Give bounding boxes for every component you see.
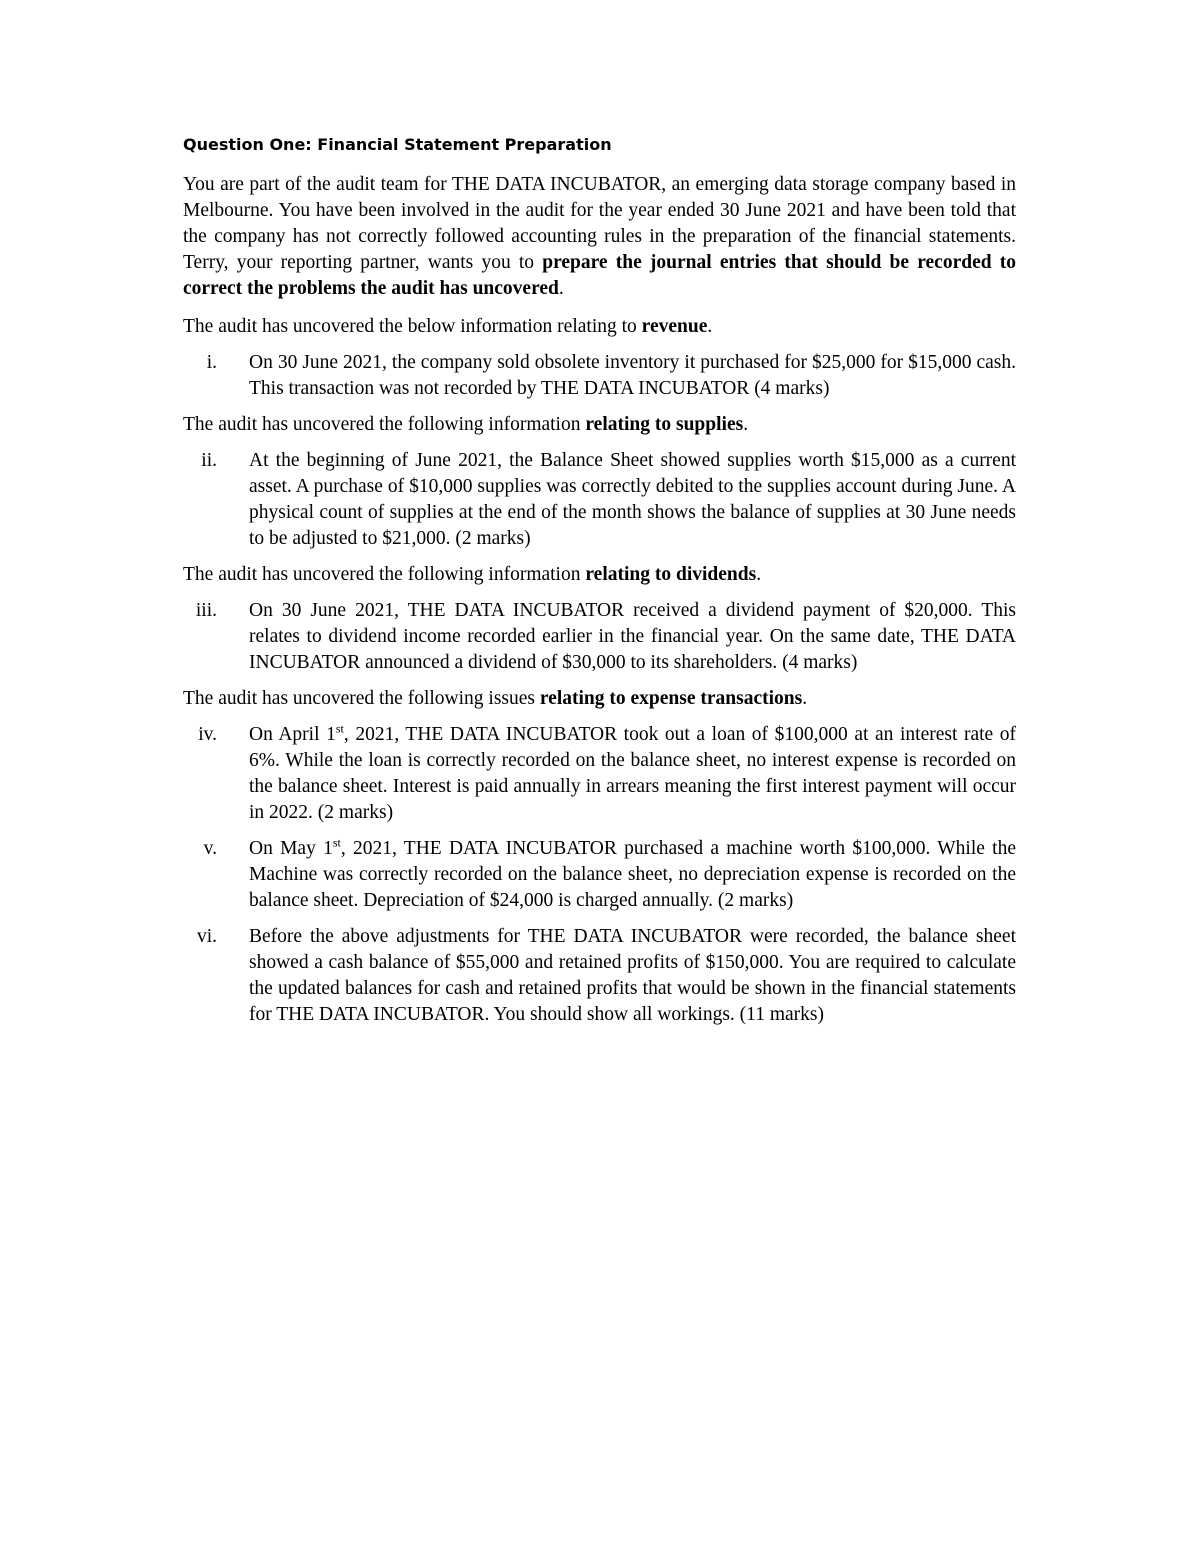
item-iv-text-rest: , 2021, THE DATA INCUBATOR took out a loan of $100,000 at an interest rate of 6%. While the loan is correctly recorded on the balance sheet, no interest expense is recorded on the balance sheet. Interest is paid annually in arrears meaning the first interest payment will occur in 2022. (2 marks) xyxy=(249,724,1017,823)
list-numeral: v. xyxy=(203,838,217,859)
ordinal-suffix: st xyxy=(335,721,344,736)
dividends-lead-bold: relating to dividends xyxy=(585,564,757,585)
intro-bold-text: prepare the journal entries that should be recorded to correct the problems the audit has uncovered xyxy=(183,252,1016,299)
supplies-lead xyxy=(183,412,1016,438)
dividends-lead xyxy=(183,562,1016,588)
dividends-lead-end: . xyxy=(756,564,762,585)
list-item-text: On 30 June 2021, THE DATA INCUBATOR received a dividend payment of $20,000. This relates to dividend income recorded earlier in the financial year. On the same date, THE DATA INCUBATOR announced a dividend of $30,000 to its shareholders. (4 marks) xyxy=(249,600,1016,673)
list-numeral: iii. xyxy=(195,600,217,621)
item-v-text-rest: , 2021, THE DATA INCUBATOR purchased a machine worth $100,000. While the Machine was correctly recorded on the balance sheet, no depreciation expense is recorded on the balance sheet. Depreciation of $24,000 is charged annually. (2 marks) xyxy=(249,838,1017,911)
list-numeral: iv. xyxy=(198,724,217,745)
intro-paragraph xyxy=(183,172,1016,302)
list-numeral: vi. xyxy=(196,926,217,947)
ordinal-suffix: st xyxy=(332,835,341,850)
intro-end: . xyxy=(558,278,564,299)
list-item-ii xyxy=(183,448,1016,552)
intro-text: You are part of the audit team for THE DATA INCUBATOR, an emerging data storage company based in Melbourne. You have been involved in the audit for the year ended 30 June 2021 and have been told that the company has not correctly followed accounting rules in the preparation of the financial statements. Terry, your reporting partner, wants you to xyxy=(183,174,1016,273)
dividends-lead-text: The audit has uncovered the following information xyxy=(183,564,586,585)
list-item-text: At the beginning of June 2021, the Balance Sheet showed supplies worth $15,000 as a current asset. A purchase of $10,000 supplies was correctly debited to the supplies account during June. A physical count of supplies at the end of the month shows the balance of supplies at 30 June needs to be adjusted to $21,000. (2 marks) xyxy=(249,450,1016,549)
item-v-text-start: On May 1 xyxy=(249,838,333,859)
item-iv-text-start: On April 1 xyxy=(249,724,336,745)
question-heading: Question One: Financial Statement Preparation xyxy=(183,135,612,154)
supplies-lead-bold: relating to supplies xyxy=(585,414,744,435)
revenue-lead-text: The audit has uncovered the below information relating to xyxy=(183,316,642,337)
list-item-text: On 30 June 2021, the company sold obsolete inventory it purchased for $25,000 for $15,000 cash. This transaction was not recorded by THE DATA INCUBATOR (4 marks) xyxy=(249,352,1016,399)
list-item-i xyxy=(183,350,1016,402)
list-item-text xyxy=(249,721,1017,823)
document-content xyxy=(183,132,1016,1038)
expenses-lead-bold: relating to expense transactions xyxy=(539,688,803,709)
list-numeral: ii. xyxy=(201,450,217,471)
expenses-lead-text: The audit has uncovered the following issues xyxy=(183,688,540,709)
revenue-lead-end: . xyxy=(707,316,713,337)
list-item-iv xyxy=(183,722,1016,826)
list-item-vi xyxy=(183,924,1016,1028)
expenses-lead xyxy=(183,686,1016,712)
supplies-lead-text: The audit has uncovered the following information xyxy=(183,414,586,435)
list-item-text: Before the above adjustments for THE DATA INCUBATOR were recorded, the balance sheet showed a cash balance of $55,000 and retained profits of $150,000. You are required to calculate the updated balances for cash and retained profits that would be shown in the financial statements for THE DATA INCUBATOR. You should show all workings. (11 marks) xyxy=(249,926,1016,1025)
list-item-text xyxy=(249,835,1017,911)
list-item-iii xyxy=(183,598,1016,676)
revenue-lead-bold: revenue xyxy=(641,316,708,337)
revenue-lead xyxy=(183,314,1016,340)
list-numeral: i. xyxy=(206,352,217,373)
list-item-v xyxy=(183,836,1016,914)
supplies-lead-end: . xyxy=(743,414,749,435)
expenses-lead-end: . xyxy=(802,688,808,709)
